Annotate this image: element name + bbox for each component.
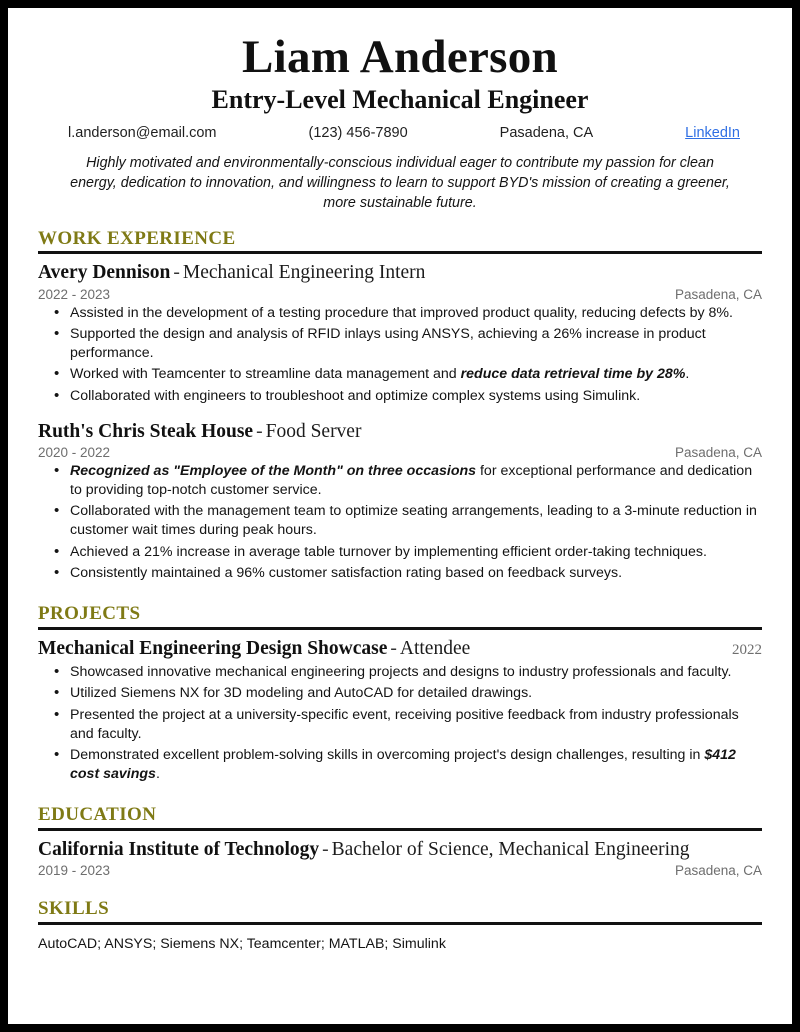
bullet-item <box>52 543 762 562</box>
education-school: California Institute of Technology <box>38 838 320 860</box>
title-separator: - <box>173 262 180 284</box>
bullet-text: Collaborated with the management team to optimize seating arrangements, leading to a 3-minute reduction in customer wait times during peak hours. <box>70 503 757 539</box>
bullet-text: Presented the project at a university-specific event, receiving positive feedback from industry professionals and faculty. <box>70 706 739 742</box>
education-entry-head <box>38 838 762 862</box>
work-entry <box>38 420 762 583</box>
section-divider <box>38 922 762 925</box>
project-entry-head <box>38 637 762 661</box>
bullet-text: Utilized Siemens NX for 3D modeling and AutoCAD for detailed drawings. <box>70 685 533 702</box>
title-separator: - <box>390 637 397 659</box>
work-entry-org: Avery Dennison <box>38 262 171 284</box>
bullet-item <box>52 365 762 384</box>
section-divider <box>38 828 762 831</box>
section-gap <box>38 587 762 603</box>
candidate-headline: Entry-Level Mechanical Engineer <box>211 84 589 114</box>
work-entry-head <box>38 420 762 444</box>
bullet-item <box>52 684 762 703</box>
section-title-skills: SKILLS <box>38 897 110 919</box>
section-title-projects: PROJECTS <box>38 602 141 624</box>
project-entry-role: Attendee <box>399 637 471 659</box>
work-entry-head <box>38 261 762 285</box>
bullet-text: Consistently maintained a 96% customer satisfaction rating based on feedback surveys. <box>70 564 623 581</box>
bullet-text: . <box>155 765 160 782</box>
project-entry-year: 2022 <box>732 641 762 658</box>
bullet-item <box>52 462 762 500</box>
bullet-text: Showcased innovative mechanical engineering projects and designs to industry professionals and faculty. <box>70 663 732 680</box>
section-gap <box>38 882 762 898</box>
work-entry-title <box>38 420 361 444</box>
bullet-item <box>52 746 762 784</box>
title-separator: - <box>322 838 329 860</box>
bullet-text: Achieved a 21% increase in average table turnover by implementing efficient order-taking techniques. <box>70 543 707 560</box>
work-entry-dates: 2022 - 2023 <box>38 286 111 302</box>
contact-row <box>38 125 762 141</box>
work-entry <box>38 261 762 405</box>
section-skills <box>38 898 762 955</box>
section-gap <box>38 788 762 804</box>
project-entry-name: Mechanical Engineering Design Showcase <box>38 637 388 659</box>
bullet-text: Collaborated with engineers to troubleshoot and optimize complex systems using Simulink. <box>70 387 641 404</box>
bullet-text: for exceptional performance and dedication to providing top-notch customer service. <box>70 463 753 498</box>
education-degree: Bachelor of Science, Mechanical Engineering <box>331 838 690 860</box>
linkedin-link[interactable]: LinkedIn <box>685 124 740 141</box>
section-projects <box>38 603 762 784</box>
bullet-emphasis: reduce data retrieval time by 28% <box>460 366 686 383</box>
bullet-text: . <box>685 366 690 383</box>
work-entry-bullets <box>38 462 762 583</box>
work-entry-dates: 2020 - 2022 <box>38 445 111 460</box>
work-entry-location: Pasadena, CA <box>674 445 762 460</box>
work-entry-title <box>38 261 425 285</box>
bullet-text: Assisted in the development of a testing procedure that improved product quality, reducing defects by 8%. <box>70 304 733 321</box>
bullet-item <box>52 502 762 540</box>
education-entry <box>38 838 762 878</box>
section-title-education: EDUCATION <box>38 803 157 825</box>
contact-location: Pasadena, CA <box>499 124 594 141</box>
contact-email[interactable]: l.anderson@email.com <box>68 124 217 141</box>
section-title-work-experience: WORK EXPERIENCE <box>38 227 236 249</box>
entry-gap <box>38 410 762 420</box>
resume-header <box>38 32 762 141</box>
candidate-name: Liam Anderson <box>242 31 558 83</box>
project-entry-title <box>38 637 470 661</box>
work-entry-role: Food Server <box>265 420 362 442</box>
professional-summary: Highly motivated and environmentally-conscious individual eager to contribute my passion for clean energy, dedication to innovation, and willingness to learn to support BYD's mission of creating a greener, more sustainable future. <box>70 154 730 212</box>
project-entry-bullets <box>38 663 762 784</box>
work-entry-role: Mechanical Engineering Intern <box>182 262 426 284</box>
section-divider <box>38 627 762 630</box>
education-entry-meta <box>38 863 762 878</box>
contact-phone[interactable]: (123) 456-7890 <box>308 124 408 141</box>
education-location: Pasadena, CA <box>674 862 762 878</box>
bullet-text: Supported the design and analysis of RFID inlays using ANSYS, achieving a 26% increase in product performance. <box>70 326 706 361</box>
bullet-item <box>52 304 762 323</box>
bullet-item <box>52 387 762 406</box>
education-dates: 2019 - 2023 <box>38 862 111 878</box>
section-divider <box>38 251 762 254</box>
work-entry-org: Ruth's Chris Steak House <box>38 420 254 442</box>
work-entry-meta <box>38 287 762 302</box>
bullet-item <box>52 325 762 363</box>
section-education <box>38 804 762 878</box>
bullet-emphasis: $412 cost savings <box>70 746 736 782</box>
section-work-experience <box>38 228 762 583</box>
bullet-text: Demonstrated excellent problem-solving skills in overcoming project's design challenges, resulting in <box>70 746 705 763</box>
skills-list: AutoCAD; ANSYS; Siemens NX; Teamcenter; MATLAB; Simulink <box>38 935 446 952</box>
education-entry-title <box>38 838 690 862</box>
bullet-emphasis: Recognized as "Employee of the Month" on three occasions <box>70 463 477 479</box>
work-entry-bullets <box>38 304 762 406</box>
title-separator: - <box>256 420 263 442</box>
bullet-item <box>52 663 762 682</box>
work-entry-location: Pasadena, CA <box>674 286 762 302</box>
bullet-text: Worked with Teamcenter to streamline data management and <box>70 366 461 383</box>
work-entry-meta <box>38 445 762 460</box>
bullet-item <box>52 706 762 744</box>
bullet-item <box>52 564 762 583</box>
project-entry <box>38 637 762 784</box>
